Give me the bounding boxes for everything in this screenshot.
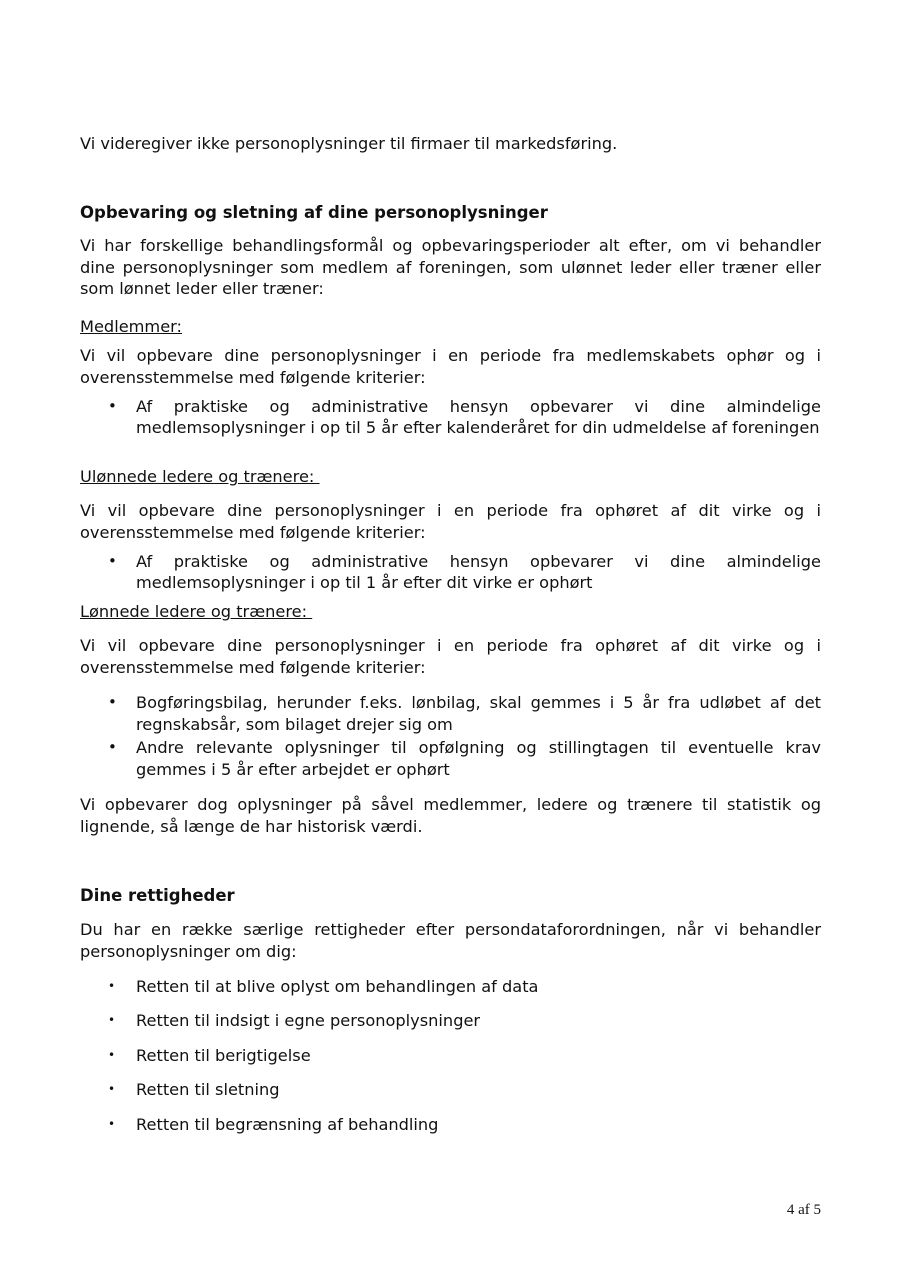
rights-bullet-icon: • xyxy=(108,1048,116,1062)
rights-bullet-icon: • xyxy=(108,1117,116,1131)
rights-bullet-icon: • xyxy=(108,1013,116,1027)
rights-list-item: Retten til begrænsning af behandling xyxy=(136,1115,439,1134)
storage-closing-paragraph: Vi opbevarer dog oplysninger på såvel medlemmer, ledere og trænere til statistik og lignende, så længe de har historisk værdi. xyxy=(80,795,821,836)
paid-list-item: Bogføringsbilag, herunder f.eks. lønbilag, skal gemmes i 5 år fra udløbet af det regnskabsår, som bilaget drejer sig om xyxy=(136,693,821,734)
rights-bullet-icon: • xyxy=(108,979,116,993)
unpaid-subheading: Ulønnede ledere og trænere: xyxy=(80,467,320,486)
paid-list-item: Andre relevante oplysninger til opfølgning og stillingtagen til eventuelle krav gemmes i 5 år efter arbejdet er ophørt xyxy=(136,738,821,779)
intro-paragraph: Vi videregiver ikke personoplysninger til firmaer til markedsføring. xyxy=(80,134,618,153)
paid-bullet-icon: • xyxy=(108,693,117,711)
unpaid-paragraph: Vi vil opbevare dine personoplysninger i en periode fra ophøret af dit virke og i overensstemmelse med følgende kriterier: xyxy=(80,501,821,542)
members-bullet-icon: • xyxy=(108,397,117,415)
paid-paragraph: Vi vil opbevare dine personoplysninger i en periode fra ophøret af dit virke og i overensstemmelse med følgende kriterier: xyxy=(80,636,821,677)
unpaid-list-item: Af praktiske og administrative hensyn opbevarer vi dine almindelige medlemsoplysninger i op til 1 år efter dit virke er ophørt xyxy=(136,552,821,592)
members-list-item: Af praktiske og administrative hensyn opbevarer vi dine almindelige medlemsoplysninger i op til 5 år efter kalenderåret for din udmeldelse af foreningen xyxy=(136,397,821,437)
rights-heading: Dine rettigheder xyxy=(80,886,235,905)
rights-bullet-icon: • xyxy=(108,1082,116,1096)
storage-intro-paragraph: Vi har forskellige behandlingsformål og opbevaringsperioder alt efter, om vi behandler dine personoplysninger som medlem af foreningen, som ulønnet leder eller træner eller som lønnet leder eller træner: xyxy=(80,236,821,298)
members-subheading: Medlemmer: xyxy=(80,317,182,336)
paid-subheading: Lønnede ledere og trænere: xyxy=(80,602,313,621)
rights-list-item: Retten til sletning xyxy=(136,1080,280,1099)
storage-heading: Opbevaring og sletning af dine personoplysninger xyxy=(80,203,548,222)
page-number: 4 af 5 xyxy=(786,1202,821,1218)
rights-intro-paragraph: Du har en række særlige rettigheder efter persondataforordningen, når vi behandler personoplysninger om dig: xyxy=(80,920,821,961)
paid-bullet-icon: • xyxy=(108,738,117,756)
members-paragraph: Vi vil opbevare dine personoplysninger i en periode fra medlemskabets ophør og i overensstemmelse med følgende kriterier: xyxy=(80,346,821,387)
unpaid-bullet-icon: • xyxy=(108,552,117,570)
rights-list-item: Retten til at blive oplyst om behandlingen af data xyxy=(136,977,539,996)
rights-list-item: Retten til indsigt i egne personoplysninger xyxy=(136,1011,481,1030)
rights-list-item: Retten til berigtigelse xyxy=(136,1046,311,1065)
